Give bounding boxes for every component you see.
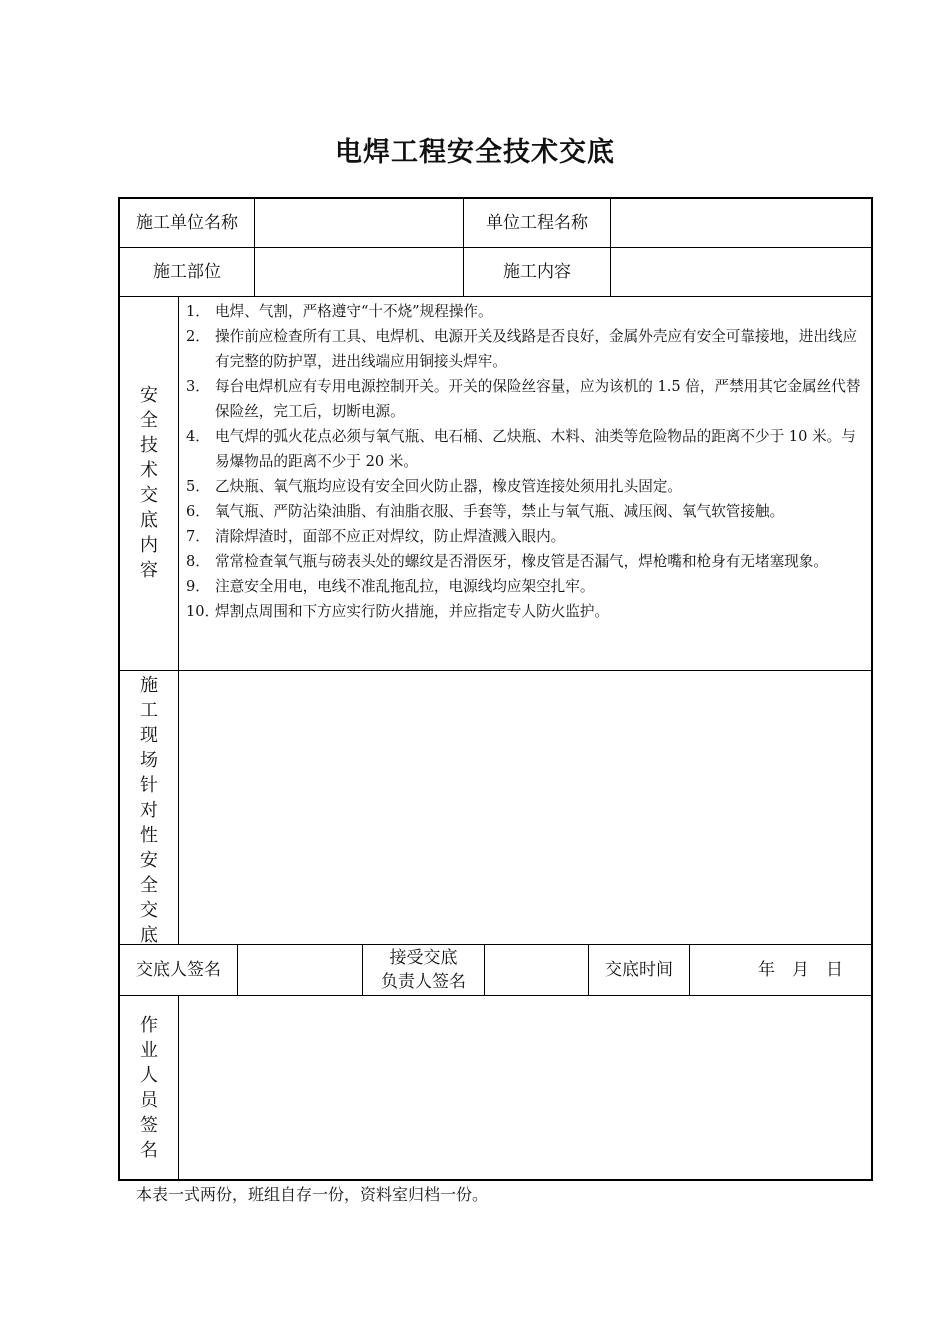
row-divider: [120, 296, 871, 297]
workers-signature-field[interactable]: [179, 996, 871, 1179]
list-item: 10． 焊割点周围和下方应实行防火措施，并应指定专人防火监护。: [186, 603, 610, 620]
unit-name-field[interactable]: [255, 199, 463, 247]
list-item: 3． 每台电焊机应有专用电源控制开关。开关的保险丝容量，应为该机的 1.5 倍，严禁用其它金属丝代替保险丝，完工后，切断电源。: [186, 378, 861, 420]
list-item: 4． 电气焊的弧火花点必须与氧气瓶、电石桶、乙炔瓶、木料、油类等危险物品的距离不少于 10 米。与易爆物品的距离不少于 20 米。: [186, 428, 856, 470]
list-item: 2． 操作前应检查所有工具、电焊机、电源开关及线路是否良好，金属外壳应有安全可靠接地，进出线应有完整的防护罩，进出线端应用铜接头焊牢。: [186, 328, 858, 370]
receiver-label: 接受交底 负责人签名: [381, 948, 466, 992]
discloser-signature-field[interactable]: [238, 945, 362, 995]
location-field[interactable]: [255, 248, 463, 296]
list-item: 6． 氧气瓶、严防沾染油脂、有油脂衣服、手套等，禁止与氧气瓶、减压阀、氧气软管接触。: [186, 503, 785, 520]
location-label: 施工部位: [153, 262, 221, 282]
list-item: 5． 乙炔瓶、氧气瓶均应设有安全回火防止器，橡皮管连接处须用扎头固定。: [186, 478, 683, 495]
list-item: 8． 常常检查氧气瓶与磅表头处的螺纹是否滑医牙，橡皮管是否漏气，焊枪嘴和枪身有无堵塞现象。: [186, 553, 828, 570]
tech-disclosure-label: 安 全 技 术 交 底 内 容: [140, 385, 158, 581]
list-item: 1． 电焊、气割，严格遵守“十不烧”规程操作。: [186, 303, 493, 320]
site-disclosure-label: 施 工 现 场 针 对 性 安 全 交 底: [140, 675, 158, 946]
disclosure-time-label: 交底时间: [605, 960, 673, 980]
project-name-field[interactable]: [611, 199, 871, 247]
site-disclosure-field[interactable]: [179, 671, 871, 944]
tech-disclosure-list: [186, 299, 870, 624]
list-item: 7． 清除焊渣时，面部不应正对焊纹，防止焊渣溅入眼内。: [186, 528, 566, 545]
workers-signature-label: 作 业 人 员 签 名: [140, 1015, 158, 1161]
discloser-label: 交底人签名: [136, 960, 221, 980]
unit-name-label: 施工单位名称: [136, 213, 238, 233]
footer-note: 本表一式两份，班组自存一份，资料室归档一份。: [136, 1185, 489, 1204]
receiver-signature-field[interactable]: [485, 945, 588, 995]
content-label: 施工内容: [503, 262, 571, 282]
page-title: 电焊工程安全技术交底: [335, 137, 615, 168]
content-field[interactable]: [611, 248, 871, 296]
project-name-label: 单位工程名称: [486, 213, 588, 233]
disclosure-date-field[interactable]: 年 月 日: [758, 960, 843, 980]
disclosure-form: [118, 197, 873, 1181]
list-item: 9． 注意安全用电，电线不准乱拖乱拉，电源线均应架空扎牢。: [186, 578, 595, 595]
